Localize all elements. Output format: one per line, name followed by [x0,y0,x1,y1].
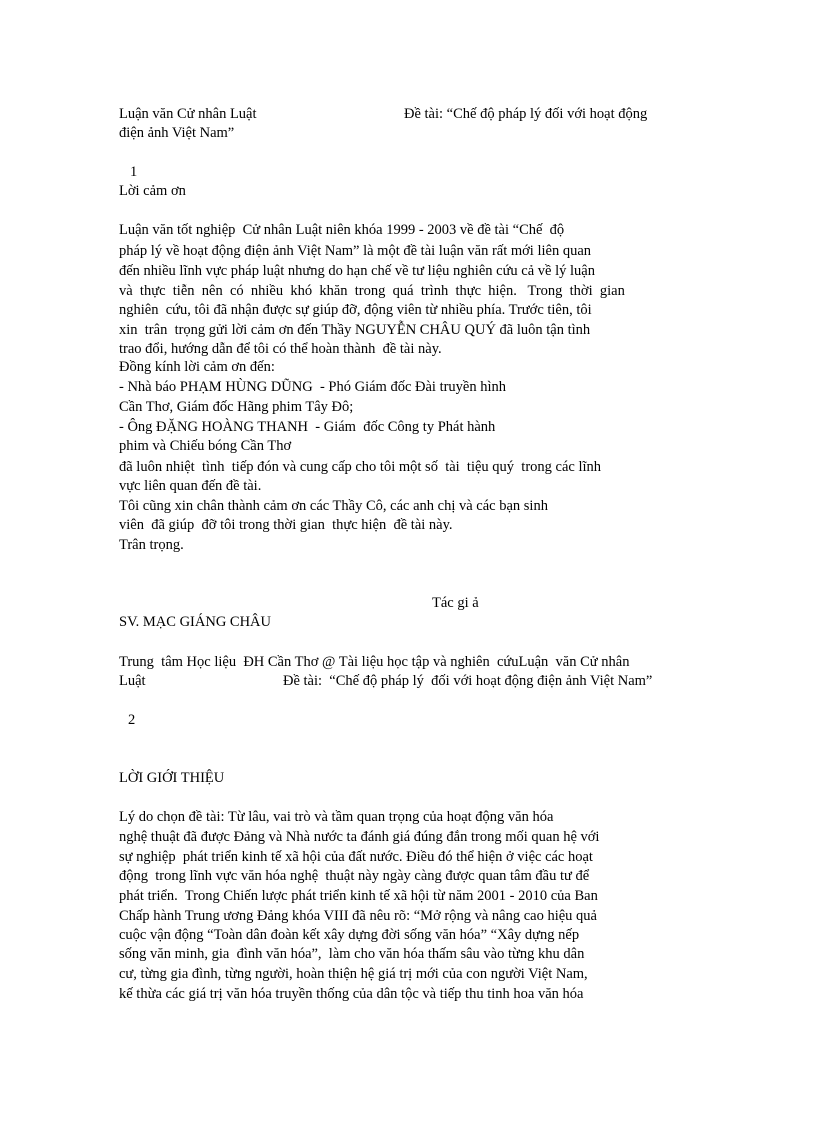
text-line: Cần Thơ, Giám đốc Hãng phim Tây Đô; [119,399,354,415]
header-left: Luận văn Cử nhân Luật [119,106,257,122]
author-name: SV. MẠC GIÁNG CHÂU [119,614,272,630]
page-number: 1 [130,164,138,180]
section-title: Lời cảm ơn [119,183,186,199]
text-line: Luận văn tốt nghiệp Cử nhân Luật niên khóa 1999 - 2003 về đề tài “Chế độ [119,222,565,238]
header-right: Đề tài: “Chế độ pháp lý đối với hoạt động điện ảnh Việt Nam” [283,673,653,689]
text-line: phim và Chiếu bóng Cần Thơ [119,438,292,454]
text-line: động trong lĩnh vực văn hóa nghệ thuật này ngày càng được quan tâm đầu tư để [119,868,590,884]
header-right: Đề tài: “Chế độ pháp lý đối với hoạt động [404,106,648,122]
text-line: đến nhiều lĩnh vực pháp luật nhưng do hạn chế về tư liệu nghiên cứu cả về lý luận [119,263,595,279]
text-line: Lý do chọn đề tài: Từ lâu, vai trò và tầm quan trọng của hoạt động văn hóa [119,809,554,825]
text-line: và thực tiễn nên có nhiều khó khăn trong quá trình thực hiện. Trong thời gian [119,283,625,299]
text-line: - Nhà báo PHẠM HÙNG DŨNG - Phó Giám đốc Đài truyền hình [119,379,507,395]
text-line: cư, từng gia đình, từng người, hoàn thiện hệ giá trị mới của con người Việt Nam, [119,966,588,982]
section-title: LỜI GIỚI THIỆU [119,770,225,786]
text-line: sự nghiệp phát triển kinh tế xã hội của đất nước. Điều đó thể hiện ở việc các hoạt [119,849,593,865]
text-line: Trân trọng. [119,537,184,553]
text-line: nghiên cứu, tôi đã nhận được sự giúp đỡ, động viên từ nhiều phía. Trước tiên, tôi [119,302,592,318]
text-line: kế thừa các giá trị văn hóa truyền thống của dân tộc và tiếp thu tinh hoa văn hóa [119,986,584,1002]
author-label: Tác gi ả [432,595,479,611]
text-line: viên đã giúp đỡ tôi trong thời gian thực hiện đề tài này. [119,517,453,533]
text-line: - Ông ĐẶNG HOÀNG THANH - Giám đốc Công ty Phát hành [119,419,496,435]
text-line: xin trân trọng gửi lời cảm ơn đến Thầy NGUYỄN CHÂU QUÝ đã luôn tận tình [119,322,591,338]
text-line: phát triển. Trong Chiến lược phát triển kinh tế xã hội từ năm 2001 - 2010 của Ban [119,888,598,904]
header-continuation: Luật [119,673,146,689]
text-line: vực liên quan đến đề tài. [119,478,262,494]
header-left: Trung tâm Học liệu ĐH Cần Thơ @ Tài liệu học tập và nghiên cứuLuận văn Cử nhân [119,654,630,670]
text-line: đã luôn nhiệt tình tiếp đón và cung cấp cho tôi một số tài tiệu quý trong các lĩnh [119,459,602,475]
text-line: Chấp hành Trung ương Đảng khóa VIII đã nêu rõ: “Mở rộng và nâng cao hiệu quả [119,908,597,924]
text-line: pháp lý về hoạt động điện ảnh Việt Nam” là một đề tài luận văn rất mới liên quan [119,243,592,259]
text-line: cuộc vận động “Toàn dân đoàn kết xây dựng đời sống văn hóa” “Xây dựng nếp [119,927,580,943]
text-line: sống văn minh, gia đình văn hóa”, làm cho văn hóa thấm sâu vào từng khu dân [119,946,585,962]
text-line: nghệ thuật đã được Đảng và Nhà nước ta đánh giá đúng đắn trong mối quan hệ với [119,829,600,845]
page-number: 2 [128,712,136,728]
text-line: trao đổi, hướng dẫn để tôi có thể hoàn thành đề tài này. [119,341,442,357]
text-line: Đồng kính lời cảm ơn đến: [119,359,275,375]
text-line: Tôi cũng xin chân thành cảm ơn các Thầy Cô, các anh chị và các bạn sinh [119,498,548,514]
header-continuation: điện ảnh Việt Nam” [119,125,235,141]
